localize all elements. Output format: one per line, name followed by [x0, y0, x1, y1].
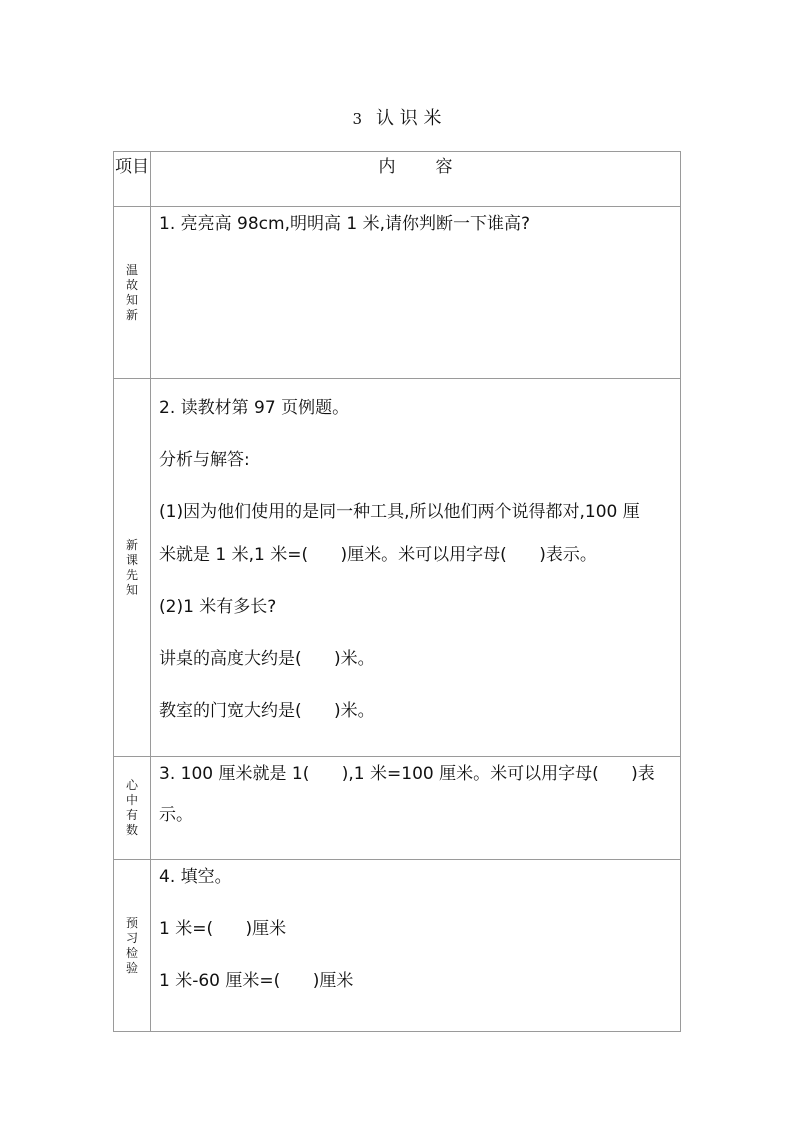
question-line: 4. 填空。 [159, 867, 232, 887]
question-line: 2. 读教材第 97 页例题。 [159, 398, 350, 418]
table-row [114, 757, 681, 860]
question-line: 教室的门宽大约是( )米。 [159, 701, 375, 721]
question-line: 分析与解答: [159, 450, 250, 470]
section-content [151, 379, 681, 757]
section-content [151, 757, 681, 860]
question-line: (2)1 米有多长? [159, 597, 277, 617]
section-label: 新课先知 [114, 379, 151, 757]
table-row [114, 207, 681, 379]
header-item: 项目 [114, 152, 151, 207]
question-line: 米就是 1 米,1 米=( )厘米。米可以用字母( )表示。 [159, 545, 597, 565]
section-content [151, 860, 681, 1032]
page-title [0, 104, 794, 130]
question-line: 1. 亮亮高 98cm,明明高 1 米,请你判断一下谁高? [159, 214, 531, 234]
header-content-1: 内 [378, 157, 396, 177]
question-line: 示。 [159, 805, 193, 825]
question-line: 1 米-60 厘米=( )厘米 [159, 971, 354, 991]
title-text: 认 识 米 [376, 108, 442, 129]
section-content [151, 207, 681, 379]
worksheet-table [113, 151, 681, 1032]
header-content [151, 152, 681, 207]
question-line: 1 米=( )厘米 [159, 919, 287, 939]
table-row [114, 379, 681, 757]
section-label: 预习检验 [114, 860, 151, 1032]
section-label: 温故知新 [114, 207, 151, 379]
section-label: 心中有数 [114, 757, 151, 860]
header-row [114, 152, 681, 207]
header-content-2: 容 [435, 157, 453, 177]
title-number: 3 [352, 110, 363, 128]
question-line: 3. 100 厘米就是 1( ),1 米=100 厘米。米可以用字母( )表 [159, 764, 655, 784]
question-line: 讲桌的高度大约是( )米。 [159, 649, 375, 669]
question-line: (1)因为他们使用的是同一种工具,所以他们两个说得都对,100 厘 [159, 502, 640, 522]
table-row [114, 860, 681, 1032]
